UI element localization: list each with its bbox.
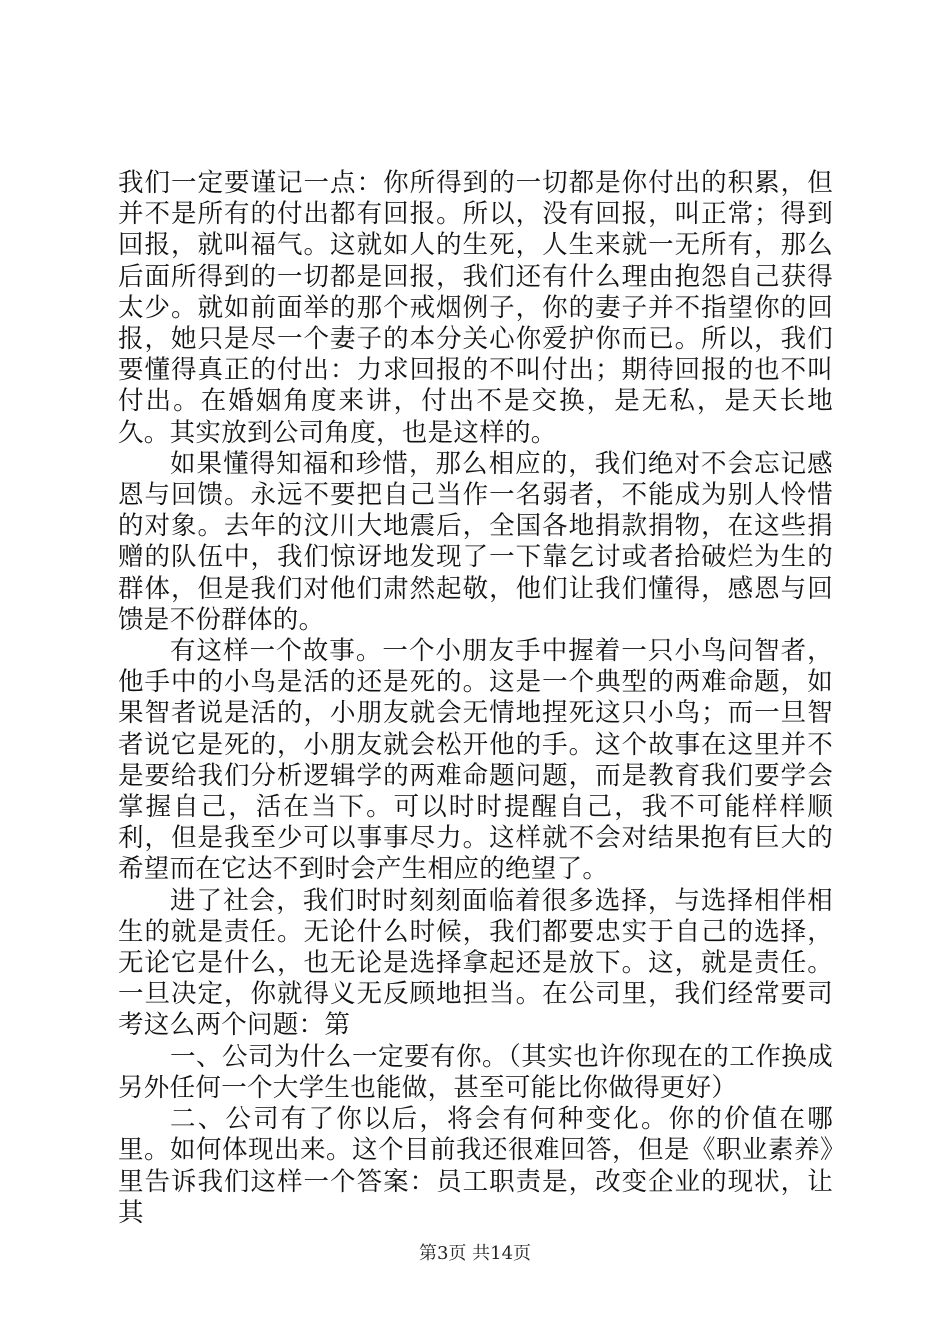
paragraph-2: 如果懂得知福和珍惜，那么相应的，我们绝对不会忘记感恩与回馈。永远不要把自己当作一名弱者，不能成为别人怜惜的对象。去年的汶川大地震后，全国各地捐款捐物，在这些捐赠的队伍中，我们惊讶地发现了一下靠乞讨或者拾破烂为生的群体，但是我们对他们肃然起敬，他们让我们懂得，感恩与回馈是不份群体的。 — [118, 448, 833, 635]
paragraph-3: 有这样一个故事。一个小朋友手中握着一只小鸟问智者，他手中的小鸟是活的还是死的。这是一个典型的两难命题，如果智者说是活的，小朋友就会无情地捏死这只小鸟；而一旦智者说它是死的，小朋友就会松开他的手。这个故事在这里并不是要给我们分析逻辑学的两难命题问题，而是教育我们要学会掌握自己，活在当下。可以时时提醒自己，我不可能样样顺利，但是我至少可以事事尽力。这样就不会对结果抱有巨大的希望而在它达不到时会产生相应的绝望了。 — [118, 636, 833, 885]
paragraph-1: 我们一定要谨记一点：你所得到的一切都是你付出的积累，但并不是所有的付出都有回报。所以，没有回报，叫正常；得到回报，就叫福气。这就如人的生死，人生来就一无所有，那么后面所得到的一切都是回报，我们还有什么理由抱怨自己获得太少。就如前面举的那个戒烟例子，你的妻子并不指望你的回报，她只是尽一个妻子的本分关心你爱护你而已。所以，我们要懂得真正的付出：力求回报的不叫付出；期待回报的也不叫付出。在婚姻角度来讲，付出不是交换，是无私，是天长地久。其实放到公司角度，也是这样的。 — [118, 168, 833, 448]
paragraph-5: 一、公司为什么一定要有你。（其实也许你现在的工作换成另外任何一个大学生也能做，甚至可能比你做得更好） — [118, 1041, 833, 1103]
document-body — [118, 168, 833, 1229]
paragraph-4: 进了社会，我们时时刻刻面临着很多选择，与选择相伴相生的就是责任。无论什么时候，我们都要忠实于自己的选择，无论它是什么，也无论是选择拿起还是放下。这，就是责任。一旦决定，你就得义无反顾地担当。在公司里，我们经常要司考这么两个问题：第 — [118, 885, 833, 1041]
page-number-footer: 第3页 共14页 — [418, 1243, 532, 1264]
paragraph-6: 二、公司有了你以后，将会有何种变化。你的价值在哪里。如何体现出来。这个目前我还很难回答，但是《职业素养》里告诉我们这样一个答案：员工职责是，改变企业的现状，让其 — [118, 1104, 833, 1228]
